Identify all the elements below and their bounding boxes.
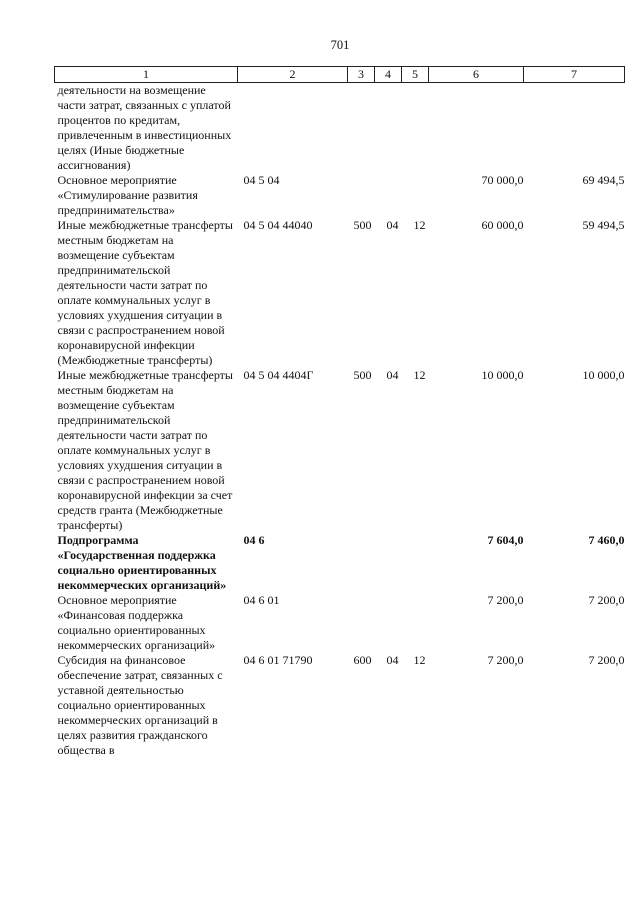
table-row xyxy=(55,653,625,758)
row-col3 xyxy=(348,83,375,174)
row-col4: 04 xyxy=(386,218,399,232)
row-col5 xyxy=(402,533,429,593)
row-name: Подпрограмма «Государственная поддержка социально ориентированных некоммерческих организаций» xyxy=(57,533,227,592)
table-row xyxy=(55,173,625,218)
row-col6: 60 000,0 xyxy=(481,218,524,232)
row-name: Субсидия на финансовое обеспечение затрат, связанных с уставной деятельностью социально ориентированных некоммерческих организаций в целях развития гражданского общества в xyxy=(57,653,223,757)
page-number: 701 xyxy=(330,38,350,52)
row-col7: 7 200,0 xyxy=(588,593,625,607)
row-col7: 59 494,5 xyxy=(582,218,625,232)
row-col6: 7 200,0 xyxy=(487,653,524,667)
row-col4: 04 xyxy=(386,368,399,382)
row-name: Основное мероприятие «Финансовая поддержка социально ориентированных некоммерческих организаций» xyxy=(57,593,216,652)
row-col7: 69 494,5 xyxy=(582,173,625,187)
row-code: 04 5 04 xyxy=(243,173,280,187)
row-code: 04 6 01 71790 xyxy=(243,653,313,667)
row-col7: 10 000,0 xyxy=(582,368,625,382)
row-col3 xyxy=(348,173,375,218)
header-row xyxy=(55,67,625,83)
row-code: 04 5 04 4404Г xyxy=(243,368,314,382)
row-code xyxy=(238,83,348,174)
row-col3 xyxy=(348,593,375,653)
row-name: Основное мероприятие «Стимулирование развития предпринимательства» xyxy=(57,173,198,217)
row-name: Иные межбюджетные трансферты местным бюджетам на возмещение субъектам предпринимательской деятельности части затрат по оплате коммунальных услуг в условиях ухудшения ситуации в связи с распространением новой коронавирусной инфекции за счет средств гранта (Межбюджетные трансферты) xyxy=(57,368,233,532)
row-code: 04 6 01 xyxy=(243,593,280,607)
row-col7: 7 460,0 xyxy=(588,533,625,547)
row-col4: 04 xyxy=(386,653,399,667)
row-col6: 10 000,0 xyxy=(481,368,524,382)
row-col6: 7 604,0 xyxy=(487,533,524,547)
row-col6: 70 000,0 xyxy=(481,173,524,187)
budget-table xyxy=(54,66,625,758)
column-header-2: 2 xyxy=(238,67,348,83)
row-col4 xyxy=(375,593,402,653)
row-col5: 12 xyxy=(413,368,426,382)
row-name: деятельности на возмещение части затрат, связанных с уплатой процентов по кредитам, привлеченным в инвестиционных целях (Иные бюджетные ассигнования) xyxy=(57,83,232,172)
row-col3 xyxy=(348,533,375,593)
row-code: 04 6 xyxy=(243,533,265,547)
table-row-subprogram xyxy=(55,533,625,593)
row-col7: 7 200,0 xyxy=(588,653,625,667)
table-row xyxy=(55,593,625,653)
row-col5: 12 xyxy=(413,653,426,667)
table-row xyxy=(55,368,625,533)
row-col6: 7 200,0 xyxy=(487,593,524,607)
row-col5: 12 xyxy=(413,218,426,232)
column-header-6: 6 xyxy=(429,67,524,83)
row-name: Иные межбюджетные трансферты местным бюджетам на возмещение субъектам предпринимательской деятельности части затрат по оплате коммунальных услуг в условиях ухудшения ситуации в связи с распространением новой коронавирусной инфекции (Межбюджетные трансферты) xyxy=(57,218,233,367)
row-col3: 600 xyxy=(353,653,372,667)
row-col4 xyxy=(375,533,402,593)
row-col5 xyxy=(402,83,429,174)
column-header-3: 3 xyxy=(348,67,375,83)
column-header-4: 4 xyxy=(375,67,402,83)
table-row xyxy=(55,218,625,368)
row-col7 xyxy=(524,83,625,174)
row-col6 xyxy=(429,83,524,174)
row-col5 xyxy=(402,173,429,218)
row-col3: 500 xyxy=(353,368,372,382)
row-col3: 500 xyxy=(353,218,372,232)
row-col4 xyxy=(375,83,402,174)
row-col5 xyxy=(402,593,429,653)
column-header-1: 1 xyxy=(55,67,238,83)
row-code: 04 5 04 44040 xyxy=(243,218,313,232)
column-header-5: 5 xyxy=(402,67,429,83)
table-row xyxy=(55,83,625,174)
column-header-7: 7 xyxy=(524,67,625,83)
row-col4 xyxy=(375,173,402,218)
